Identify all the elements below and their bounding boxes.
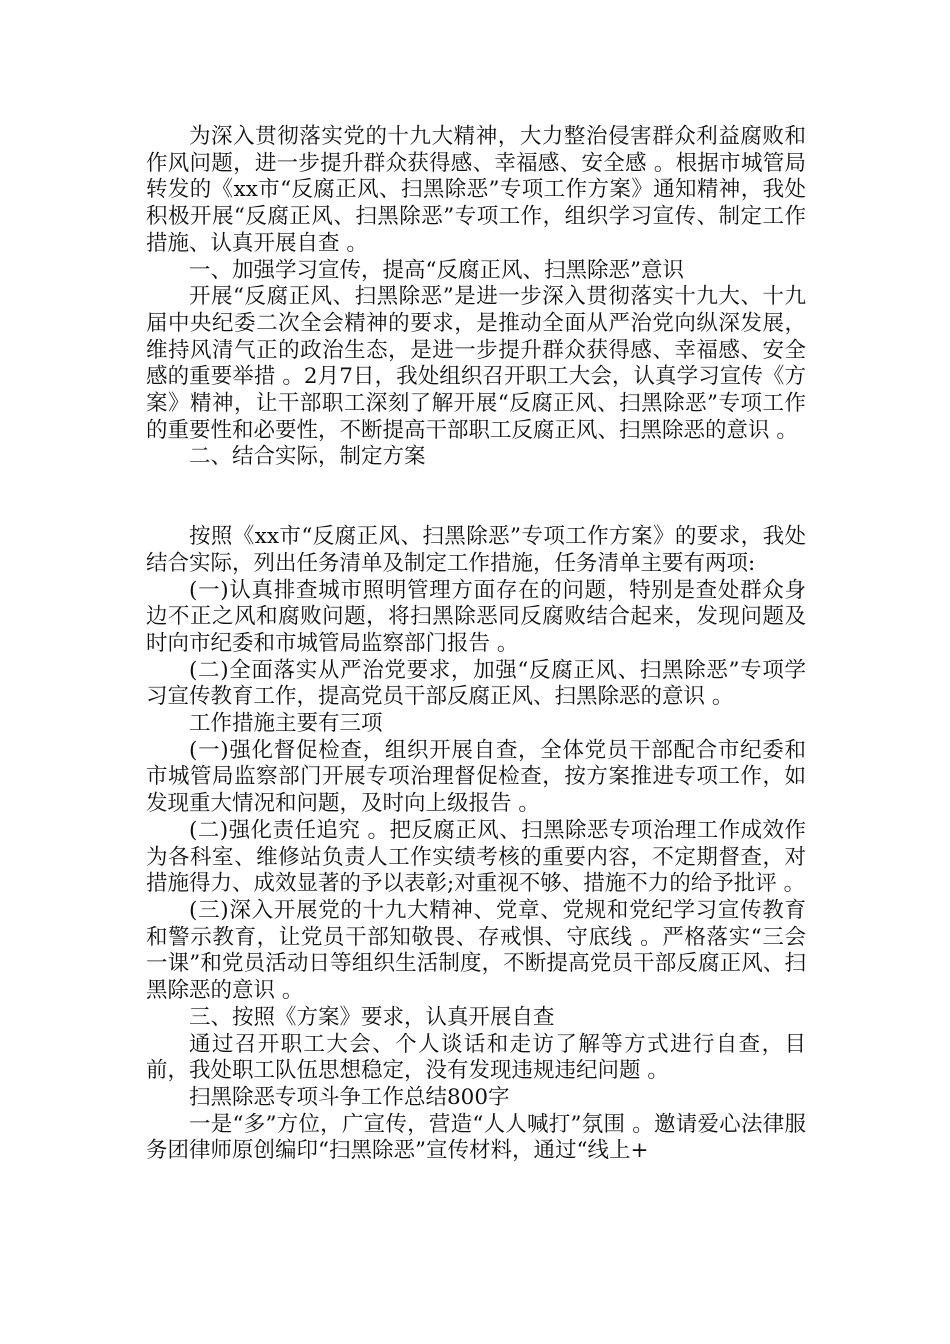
paragraph-measure-1: (一)强化督促检查，组织开展自查，全体党员干部配合市纪委和市城管局监察部门开展专项治理督促检查，按方案推进专项工作，如发现重大情况和问题，及时向上级报告 。 (146, 737, 806, 817)
paragraph-task-2: (二)全面落实从严治党要求，加强“反腐正风、扫黑除恶”专项学习宣传教育工作，提高党员干部反腐正风、扫黑除恶的意识 。 (146, 657, 806, 710)
paragraph-intro: 为深入贯彻落实党的十九大精神，大力整治侵害群众利益腐败和作风问题，进一步提升群众获得感、幸福感、安全感 。根据市城管局转发的《xx市“反腐正风、扫黑除恶”专项工作方案》通知精神，我处积极开展“反腐正风、扫黑除恶”专项工作，组织学习宣传、制定工作措施、认真开展自查 。 (146, 124, 806, 256)
paragraph-section-3: 通过召开职工大会、个人谈话和走访了解等方式进行自查，目前，我处职工队伍思想稳定，没有发现违规违纪问题 。 (146, 1031, 806, 1084)
heading-summary: 扫黑除恶专项斗争工作总结800字 (189, 1084, 510, 1110)
heading-section-2: 二、结合实际，制定方案 (189, 444, 426, 470)
paragraph-measure-2: (二)强化责任追究 。把反腐正风、扫黑除恶专项治理工作成效作为各科室、维修站负责人工作实绩考核的重要内容，不定期督查，对措施得力、成效显著的予以表彰;对重视不够、措施不力的给予批评 。 (146, 817, 806, 897)
paragraph-task-1: (一)认真排查城市照明管理方面存在的问题，特别是查处群众身边不正之风和腐败问题，将扫黑除恶同反腐败结合起来，发现问题及时向市纪委和市城管局监察部门报告 。 (146, 577, 806, 656)
paragraph-measure-3: (三)深入开展党的十九大精神、党章、党规和党纪学习宣传教育和警示教育，让党员干部知敬畏、存戒惧、守底线 。严格落实“三会一课”和党员活动日等组织生活制度，不断提高党员干部反腐正风、扫黑除恶的意识 。 (146, 897, 806, 1004)
heading-section-1: 一、加强学习宣传，提高“反腐正风、扫黑除恶”意识 (189, 257, 684, 283)
paragraph-summary-1: 一是“多”方位，广宣传，营造“人人喊打”氛围 。邀请爱心法律服务团律师原创编印“扫黑除恶”宣传材料，通过“线上+ (146, 1111, 806, 1164)
document-body (146, 124, 806, 1165)
heading-measures: 工作措施主要有三项 (189, 711, 383, 737)
paragraph-task-list-intro: 按照《xx市“反腐正风、扫黑除恶”专项工作方案》的要求，我处结合实际，列出任务清单及制定工作措施，任务清单主要有两项: (146, 524, 806, 576)
heading-section-3: 三、按照《方案》要求，认真开展自查 (189, 1004, 555, 1030)
paragraph-section-1: 开展“反腐正风、扫黑除恶”是进一步深入贯彻落实十九大、十九届中央纪委二次全会精神的要求，是推动全面从严治党向纵深发展，维持风清气正的政治生态，是进一步提升群众获得感、幸福感、安全感的重要举措 。2月7日，我处组织召开职工大会，认真学习宣传《方案》精神，让干部职工深刻了解开展“反腐正风、扫黑除恶”专项工作的重要性和必要性，不断提高干部职工反腐正风、扫黑除恶的意识 。 (146, 284, 806, 443)
